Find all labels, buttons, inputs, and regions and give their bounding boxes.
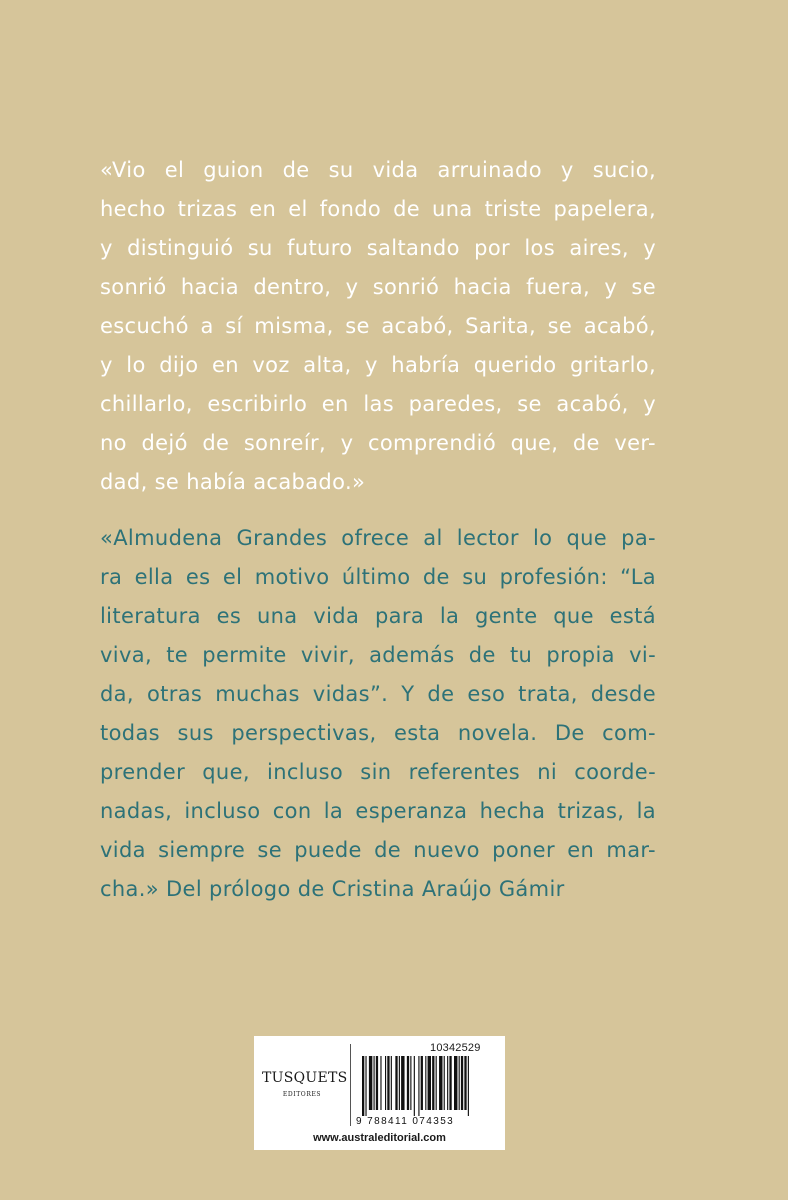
review-line: todas sus perspectivas, esta novela. De com- [100, 721, 656, 745]
review-line: viva, te permite vivir, además de tu propia vi- [100, 643, 656, 667]
excerpt-line: y lo dijo en voz alta, y habría querido gritarlo, [100, 353, 656, 377]
barcode-bar [454, 1056, 457, 1110]
barcode-icon [354, 1036, 505, 1128]
barcode-bar [407, 1056, 409, 1110]
barcode-bar [365, 1056, 366, 1116]
barcode-bar [449, 1056, 451, 1110]
review-line: vida siempre se puede de nuevo poner en mar- [100, 838, 656, 862]
barcode-bar [444, 1056, 445, 1110]
review-line: nadas, incluso con la esperanza hecha trizas, la [100, 799, 656, 823]
barcode-bar [374, 1056, 375, 1110]
barcode-bar [425, 1056, 426, 1110]
barcode-bar [380, 1056, 381, 1110]
review-line: «Almudena Grandes ofrece al lector lo que pa- [100, 526, 656, 550]
excerpt-line: chillarlo, escribirlo en las paredes, se acabó, y [100, 392, 656, 416]
excerpt-line: sonrió hacia dentro, y sonrió hacia fuera, y se [100, 275, 656, 299]
barcode-bar [385, 1056, 386, 1110]
barcode-bar [447, 1056, 448, 1110]
isbn-digits: 9 788411 074353 [356, 1116, 455, 1127]
excerpt-line: y distinguió su futuro saltando por los aires, y [100, 236, 656, 260]
tusquets-logo [254, 1036, 350, 1131]
barcode-panel [254, 1036, 505, 1150]
barcode-bar [439, 1056, 442, 1110]
excerpt-line: dad, se había acabado.» [100, 470, 366, 494]
review-line: prender que, incluso sin referentes ni coorde- [100, 760, 656, 784]
barcode-bar [410, 1056, 411, 1110]
barcode-bar [418, 1056, 419, 1116]
barcode-bar [436, 1056, 437, 1110]
panel-divider [350, 1044, 351, 1126]
barcode-bar [428, 1056, 431, 1110]
barcode-bar [391, 1056, 392, 1110]
product-code: 10342529 [430, 1042, 481, 1054]
barcode-bar [432, 1056, 434, 1110]
book-excerpt [100, 151, 656, 502]
review-line: cha.» Del prólogo de Cristina Araújo Gámir [100, 877, 565, 901]
barcode-bar [459, 1056, 460, 1110]
review-line: da, otras muchas vidas”. Y de eso trata, desde [100, 682, 656, 706]
review-line: literatura es una vida para la gente que está [100, 604, 656, 628]
review-line: ra ella es el motivo último de su profesión: “La [100, 565, 656, 589]
barcode-bar [464, 1056, 466, 1110]
barcode-bar [387, 1056, 389, 1110]
excerpt-line: escuchó a sí misma, se acabó, Sarita, se acabó, [100, 314, 656, 338]
barcode-bar [369, 1056, 372, 1110]
barcode-bar [421, 1056, 423, 1110]
publisher-website: www.australeditorial.com [313, 1132, 446, 1144]
barcode-bar [395, 1056, 397, 1110]
publisher-logo-text: TUSQUETS [262, 1070, 348, 1086]
publisher-logo-subtext: EDITORES [282, 1091, 322, 1098]
barcode-bar [362, 1056, 364, 1116]
barcode-bar [414, 1056, 415, 1116]
barcode-bar [461, 1056, 463, 1110]
excerpt-line: «Vio el guion de su vida arruinado y sucio, [100, 158, 656, 182]
excerpt-line: hecho trizas en el fondo de una triste papelera, [100, 197, 656, 221]
barcode-bar [468, 1056, 469, 1116]
book-review [100, 519, 656, 909]
excerpt-line: no dejó de sonreír, y comprendió que, de ver- [100, 431, 656, 455]
barcode-bar [401, 1056, 404, 1110]
barcode-bar [399, 1056, 400, 1110]
barcode-bar [376, 1056, 378, 1110]
